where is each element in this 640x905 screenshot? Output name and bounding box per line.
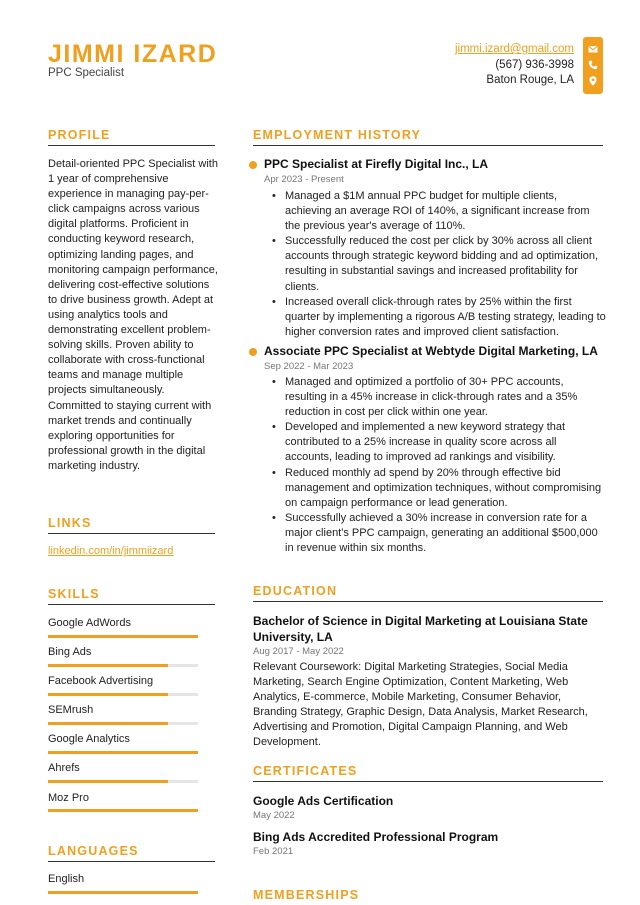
memberships-heading: MEMBERSHIPS	[253, 888, 360, 902]
skill-name: Ahrefs	[48, 762, 80, 774]
list-item: • Developed and implemented a new keyword strategy that contributed to a 25% increase in quality score across all accounts, leading to improved ad rankings and visibility.	[272, 420, 606, 465]
timeline-dot	[249, 161, 257, 169]
job-date: Sep 2022 - Mar 2023	[264, 361, 354, 372]
certificate-title: Google Ads Certification	[253, 794, 394, 808]
links-heading: LINKS	[48, 516, 92, 530]
location-pin-icon	[588, 76, 598, 86]
candidate-title: PPC Specialist	[48, 67, 125, 79]
skill-level-bar	[48, 809, 198, 812]
candidate-name: JIMMI IZARD	[48, 40, 218, 68]
job-bullets	[272, 375, 606, 556]
skill-level-fill	[48, 664, 168, 667]
employment-divider	[253, 145, 603, 146]
skill-level-bar	[48, 693, 198, 696]
certificates-divider	[253, 781, 603, 782]
email-link[interactable]: jimmi.izard@gmail.com	[454, 43, 574, 55]
skill-name: Bing Ads	[48, 646, 92, 658]
profile-heading: PROFILE	[48, 128, 111, 142]
skill-level-fill	[48, 809, 198, 812]
skill-level-bar	[48, 635, 198, 638]
education-heading: EDUCATION	[253, 584, 338, 598]
phone-number: (567) 936-3998	[495, 58, 574, 71]
skill-level-fill	[48, 780, 168, 783]
list-item: • Increased overall click-through rates by 25% within the first quarter by implementing a rigorous A/B testing strategy, leading to higher conversion rates and improved client satisfaction.	[272, 295, 606, 340]
language-level-bar	[48, 891, 198, 894]
timeline-dot	[249, 348, 257, 356]
skill-level-fill	[48, 751, 198, 754]
job-bullets	[272, 189, 606, 340]
job-title: PPC Specialist at Firefly Digital Inc., LA	[264, 157, 489, 171]
skills-divider	[48, 604, 215, 605]
skill-level-fill	[48, 693, 168, 696]
education-divider	[253, 601, 603, 602]
degree-title: Bachelor of Science in Digital Marketing at Louisiana State University, LA	[253, 614, 588, 644]
phone-icon	[588, 60, 598, 70]
skill-level-bar	[48, 722, 198, 725]
languages-heading: LANGUAGES	[48, 844, 139, 858]
job-title: Associate PPC Specialist at Webtyde Digital Marketing, LA	[264, 344, 598, 358]
list-item: • Managed a $1M annual PPC budget for multiple clients, achieving an average ROI of 140%, a significant increase from the previous year's average of 110%.	[272, 189, 606, 234]
skill-name: Facebook Advertising	[48, 675, 154, 687]
profile-divider	[48, 145, 215, 146]
certificate-title: Bing Ads Accredited Professional Program	[253, 830, 499, 844]
envelope-icon	[588, 44, 598, 54]
certificate-date: Feb 2021	[253, 846, 294, 857]
certificates-heading: CERTIFICATES	[253, 764, 358, 778]
list-item: • Reduced monthly ad spend by 20% through effective bid management and optimization techniques, without compromising on campaign performance or lead generation.	[272, 466, 606, 511]
employment-heading: EMPLOYMENT HISTORY	[253, 128, 422, 142]
location: Baton Rouge, LA	[486, 74, 574, 86]
skill-level-bar	[48, 780, 198, 783]
education-coursework: Relevant Coursework: Digital Marketing Strategies, Social Media Marketing, Search Engine Optimization, Content Marketing, Web Analytics, E-commerce, Mobile Marketing, Consumer Behavior, Branding Strategy, Graphic Design, Data Analysis, Market Research, Advertising and Promotion, Digital Campaign Planning, and Web Development.	[253, 661, 588, 749]
skill-name: Google AdWords	[48, 617, 131, 629]
skill-level-bar	[48, 664, 198, 667]
skill-name: Google Analytics	[48, 733, 130, 745]
skill-level-bar	[48, 751, 198, 754]
list-item: • Successfully reduced the cost per click by 30% across all client accounts through strategic keyword bidding and ad optimization, resulting in substantial savings and increased profitability for clients.	[272, 234, 606, 294]
languages-divider	[48, 861, 215, 862]
certificate-date: May 2022	[253, 810, 295, 821]
skill-level-fill	[48, 722, 168, 725]
linkedin-link[interactable]: linkedin.com/in/jimmiizard	[48, 545, 174, 557]
language-level-fill	[48, 891, 198, 894]
language-name: English	[48, 873, 85, 885]
list-item: • Managed and optimized a portfolio of 30+ PPC accounts, resulting in a 45% increase in click-through rates and a 35% reduction in cost per click within one year.	[272, 375, 606, 420]
skill-level-fill	[48, 635, 198, 638]
contact-block	[455, 42, 574, 89]
list-item: • Successfully achieved a 30% increase in conversion rate for a major client's PPC campaign, generating an additional $500,000 in revenue within six months.	[272, 511, 606, 556]
skills-heading: SKILLS	[48, 587, 100, 601]
skill-name: Moz Pro	[48, 792, 89, 804]
skill-name: SEMrush	[48, 704, 94, 716]
profile-text: Detail-oriented PPC Specialist with 1 year of comprehensive experience in managing pay-per-click campaigns across various digital platforms. Proficient in conducting keyword research, optimizing landing pages, and monitoring campaign performance, delivering cost-effective solutions to drive business growth. Adept at using analytics tools and demonstrating excellent problem-solving skills. Proven ability to collaborate with cross-functional teams and manage multiple projects simultaneously. Committed to staying current with market trends and continually exploring opportunities for professional growth in the digital marketing industry.	[48, 158, 218, 472]
education-date: Aug 2017 - May 2022	[253, 646, 344, 657]
contact-icon-bar	[583, 37, 603, 94]
job-date: Apr 2023 - Present	[264, 174, 344, 185]
links-divider	[48, 533, 215, 534]
